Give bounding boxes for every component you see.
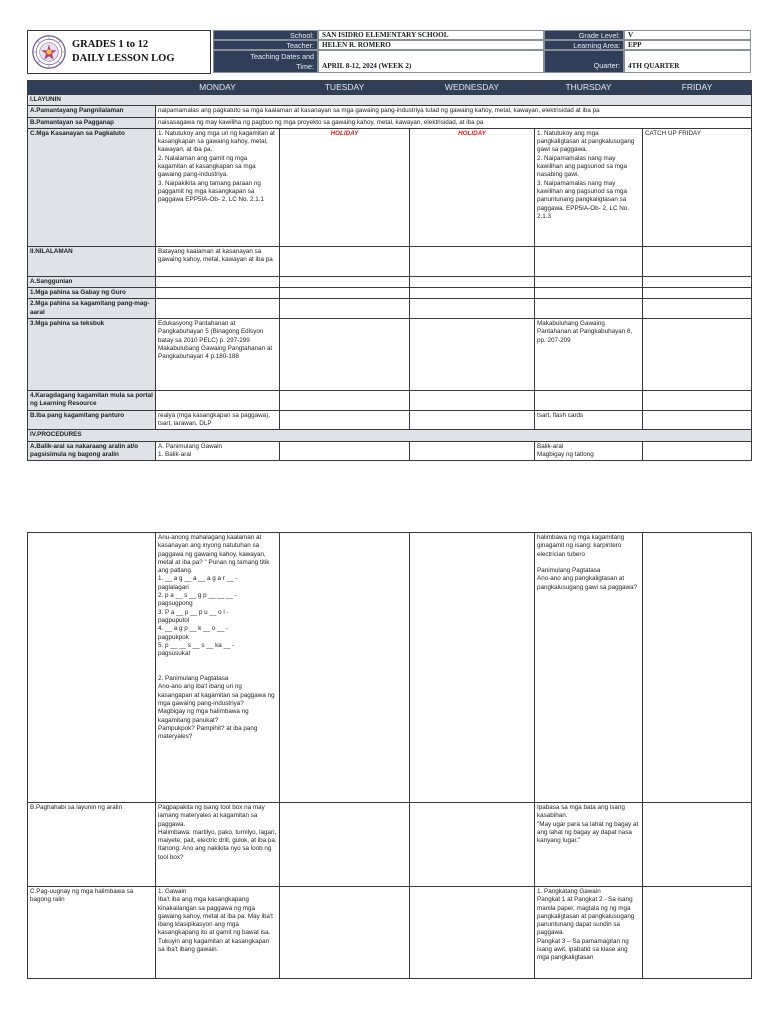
dates-label-line-1: Teaching Dates and	[250, 51, 314, 61]
row-paghahabi	[28, 803, 752, 887]
empty-cell	[535, 288, 643, 299]
school-label: School:	[213, 30, 318, 40]
lesson-log-page-1	[27, 30, 751, 461]
dates-label-line-2: Time:	[296, 61, 314, 71]
empty-cell	[643, 319, 752, 391]
section-layunin	[28, 95, 752, 106]
row-iba-pang-kagamitan	[28, 410, 752, 430]
empty-cell	[535, 391, 643, 411]
empty-cell	[643, 391, 752, 411]
empty-cell	[643, 299, 752, 319]
empty-cell	[410, 319, 535, 391]
section-procedures	[28, 430, 752, 441]
pamantayan-sa-pagganap-text: naisasagawa ng may kawiliha ng pagbuo ng mga proyekto sa gawaing kahoy, metal, kawayan, elektrisidad, at iba pa	[156, 117, 752, 128]
empty-cell	[280, 410, 410, 430]
day-thursday: THURSDAY	[535, 81, 643, 95]
empty-cell	[280, 276, 410, 287]
row-label: A.Sanggunian	[28, 276, 156, 287]
empty-cell	[156, 391, 280, 411]
row-balik-aral-continued	[28, 533, 752, 803]
day-tuesday: TUESDAY	[280, 81, 410, 95]
row-pamantayan-sa-pagganap	[28, 117, 752, 128]
empty-cell	[643, 276, 752, 287]
day-friday: FRIDAY	[643, 81, 752, 95]
school-value: SAN ISIDRO ELEMENTARY SCHOOL	[318, 30, 544, 40]
row-label: B.Iba pang kagamitang panturo	[28, 410, 156, 430]
lesson-log-header	[27, 30, 751, 74]
dates-label	[213, 50, 318, 73]
day-wednesday: WEDNESDAY	[410, 81, 535, 95]
kasanayan-wednesday-holiday: HOLIDAY	[410, 128, 535, 246]
balik-aral-monday: A. Panimulang Gawain 1. Balik-aral	[156, 441, 280, 461]
row-pamantayang-pangnilalaman	[28, 106, 752, 117]
empty-cell	[156, 299, 280, 319]
title-line-1: GRADES 1 to 12	[72, 39, 149, 50]
grade-level-label: Grade Level:	[544, 30, 624, 40]
row-label: II.NILALAMAN	[28, 246, 156, 276]
empty-cell	[643, 410, 752, 430]
balik-aral-thursday-continued: halimbawa ng mga kagamitang ginagamit ng isang: karpintero electrician tubero Panimulang Pagtatasa Ano-ano ang pangkaligtasan at pangkalusugang gawi sa paggawa?	[535, 533, 643, 803]
quarter-label-text: Quarter:	[593, 61, 620, 70]
title-line-2: DAILY LESSON LOG	[72, 53, 175, 64]
empty-cell	[280, 319, 410, 391]
dates-value: APRIL 8-12, 2024 (WEEK 2)	[318, 50, 544, 73]
iba-pang-kagamitan-thursday: tsart, flash cards	[535, 410, 643, 430]
empty-cell	[535, 276, 643, 287]
teacher-value: HELEN R. ROMERO	[318, 40, 544, 50]
day-header-row	[28, 81, 752, 95]
empty-cell	[410, 533, 535, 803]
empty-cell	[643, 288, 752, 299]
learning-area-value: EPP	[624, 40, 751, 50]
pamantayang-pangnilalaman-text: naipamamalas ang pagkatuto sa mga kaalaman at kasanayan sa mga gawaing pang-industriya tulad ng gawaing kahoy, metal, kawayan, elektrisidad at iba pa	[156, 106, 752, 117]
header-info-grid	[213, 30, 751, 74]
empty-cell	[410, 299, 535, 319]
document-title	[72, 38, 175, 66]
grade-level-value: V	[624, 30, 751, 40]
row-kagamitang-pang-mag-aaral	[28, 299, 752, 319]
kasanayan-thursday: 1. Natutukoy ang mga pangkaligtasan at pangkalusugang gawi sa paggawa. 2. Naipamamalas nang may kawilihan ang pagsunod sa mga nasabing gawi. 3. Naipamamalas nang may kawilihan ang pagsunod sa mga panuntunang pangkaligtasan sa paggawa. EPP5IA-Ob- 2, LC No. 2.1.3	[535, 128, 643, 246]
section-procedures-label: IV.PROCEDURES	[28, 430, 752, 441]
learning-area-label: Learning Area:	[544, 40, 624, 50]
empty-cell	[410, 803, 535, 887]
row-teksbuk	[28, 319, 752, 391]
row-label: C.Pag-uugnay ng mga halimbawa sa bagong ralin	[28, 887, 156, 979]
empty-cell	[280, 533, 410, 803]
kasanayan-monday: 1. Natutukoy ang mga uri ng kagamitan at kasangkapan sa gawaing kahoy, metal, kawayan, at iba pa. 2. Nalalaman ang gamit ng mga kagamitan at kasangkapan sa mga gawaing pang-industriya. 3. Naipakikita ang tamang paraan ng paggamit ng mga kasangkapan sa paggawa EPP5IA-Ob- 2, LC No. 2.1.1	[156, 128, 280, 246]
row-sanggunian	[28, 276, 752, 287]
empty-cell	[535, 299, 643, 319]
row-label: C.Mga Kasanayan sa Pagkatuto	[28, 128, 156, 246]
balik-aral-thursday: Balik-aral Magbigay ng tatlong	[535, 441, 643, 461]
empty-cell	[280, 299, 410, 319]
lesson-table-page-1	[27, 80, 752, 461]
kasanayan-friday: CATCH UP FRIDAY	[643, 128, 752, 246]
header-title-block	[27, 30, 211, 74]
teksbuk-monday: Edukasyong Pantahanan at Pangkabuhayan 5 (Binagong Edisyon batay sa 2010 PELC) p. 297-299 Makabulubang Gawaing Pangtahanan at Pangkabuhayan 4 p.180-188	[156, 319, 280, 391]
row-label: 2.Mga pahina sa kagamitang pang-mag-aaral	[28, 299, 156, 319]
row-nilalaman	[28, 246, 752, 276]
row-kasanayan	[28, 128, 752, 246]
paghahabi-monday: Pagpapakita ng isang tool box na may lamang materyales at kagamitan sa paggawa. Halimbawa: martilyo, pako, turnilyo, lagari, maiyete, pait, electric drill, gulok, at iba pa. Itanong: Ano ang nakikita nyo sa loob ng tool box?	[156, 803, 280, 887]
row-label: 4.Karagdagang kagamitan mula sa portal ng Learning Resource	[28, 391, 156, 411]
empty-cell	[280, 246, 410, 276]
section-layunin-label: I.LAYUNIN	[28, 95, 752, 106]
row-label: A.Pamantayang Pangnilalaman	[28, 106, 156, 117]
empty-cell	[28, 533, 156, 803]
empty-cell	[280, 441, 410, 461]
deped-seal-icon	[32, 35, 66, 69]
empty-cell	[643, 441, 752, 461]
lesson-log-page-2	[27, 532, 751, 979]
corner-cell	[28, 81, 156, 95]
quarter-label	[544, 50, 624, 73]
empty-cell	[280, 887, 410, 979]
iba-pang-kagamitan-monday: realya (mga kasangkapan sa paggawa), tsart, larawan, DLP	[156, 410, 280, 430]
lesson-table-page-2	[27, 532, 752, 979]
pag-uugnay-thursday: 1. Pangkatang Gawain Pangkat 1 at Pangkat 2 - Sa isang manila paper, magtala ng ng mga pangkaligtasan at pangkalusugang panuntunang dapat sundin sa paggawa. Pangkat 3 – Sa pamamagitan ng isang awit, ipabatid sa klase ang mga pangkaligtasan	[535, 887, 643, 979]
row-label: B.Pamantayan sa Pagganap	[28, 117, 156, 128]
row-pag-uugnay	[28, 887, 752, 979]
empty-cell	[643, 246, 752, 276]
empty-cell	[156, 276, 280, 287]
empty-cell	[156, 288, 280, 299]
teksbuk-thursday: Makabuluhang Gawaing Pantahanan at Pangkabuhayan 6, pp. 207-209	[535, 319, 643, 391]
empty-cell	[410, 441, 535, 461]
row-label: B.Paghahabi sa layunin ng aralin	[28, 803, 156, 887]
kasanayan-tuesday-holiday: HOLIDAY	[280, 128, 410, 246]
quarter-value: 4TH QUARTER	[624, 50, 751, 73]
row-label: 3.Mga pahina sa teksbuk	[28, 319, 156, 391]
empty-cell	[410, 887, 535, 979]
row-label: A.Balik-aral sa nakaraang aralin at/o pagsisimula ng bagong aralin	[28, 441, 156, 461]
day-monday: MONDAY	[156, 81, 280, 95]
empty-cell	[280, 803, 410, 887]
empty-cell	[410, 288, 535, 299]
empty-cell	[410, 410, 535, 430]
empty-cell	[280, 288, 410, 299]
empty-cell	[410, 246, 535, 276]
empty-cell	[535, 246, 643, 276]
paghahabi-thursday: Ipabasa sa mga bata ang isang kasabihan. "May ugar para sa lahat ng bagay at ang lahat ng bagay ay dapat nasa kanyang lugar."	[535, 803, 643, 887]
empty-cell	[410, 391, 535, 411]
empty-cell	[280, 391, 410, 411]
teacher-label: Teacher:	[213, 40, 318, 50]
empty-cell	[643, 887, 752, 979]
nilalaman-monday: Batayang kaalaman at kasanayan sa gawaing kahoy, metal, kawayan at iba pa	[156, 246, 280, 276]
row-gabay-guro	[28, 288, 752, 299]
row-label: 1.Mga pahina sa Gabay ng Guro	[28, 288, 156, 299]
balik-aral-monday-continued: Anu-anong mahalagang kaalaman at kasanayan ang inyong natutuhan sa paggawa ng gawaing kahoy, kawayan, metal at iba pa? " Punan ng tamang titik ang patlang. 1. __ a g __ a __ a g a r __ - paglalagari 2. p a __ s __ g p __ __ __ - pagsugpong 3. P a __ p __ p u __ o l - pagpuputol 4. __ a g p __ k __ o __ - pagpukpok 5. p __ __ s __ s __ ka __ - pagsusukat 2. Panimulang Pagtatasa Ano-ano ang iba't ibang uri ng kasangapan at kagamitan sa paggawa ng mga gawaing pang-industriya? Magbigay ng mga halimbawa ng kagamitang panukat? Pampukpok? Pampihit? at iba pang materyales?	[156, 533, 280, 803]
row-balik-aral	[28, 441, 752, 461]
row-karagdagang-kagamitan	[28, 391, 752, 411]
pag-uugnay-monday: 1. Gawain Iba't iba ang mga kasangkapang kinakailangan sa paggawa ng mga gawaing kahoy, metal at iba pa. May iba't ibang klasipikasyon ang mga kasangkapang ito at gamit ng bawat isa. Tukuyin ang kagamitan at kasangkapan sa iba't ibang gawain.	[156, 887, 280, 979]
empty-cell	[643, 533, 752, 803]
empty-cell	[410, 276, 535, 287]
empty-cell	[643, 803, 752, 887]
